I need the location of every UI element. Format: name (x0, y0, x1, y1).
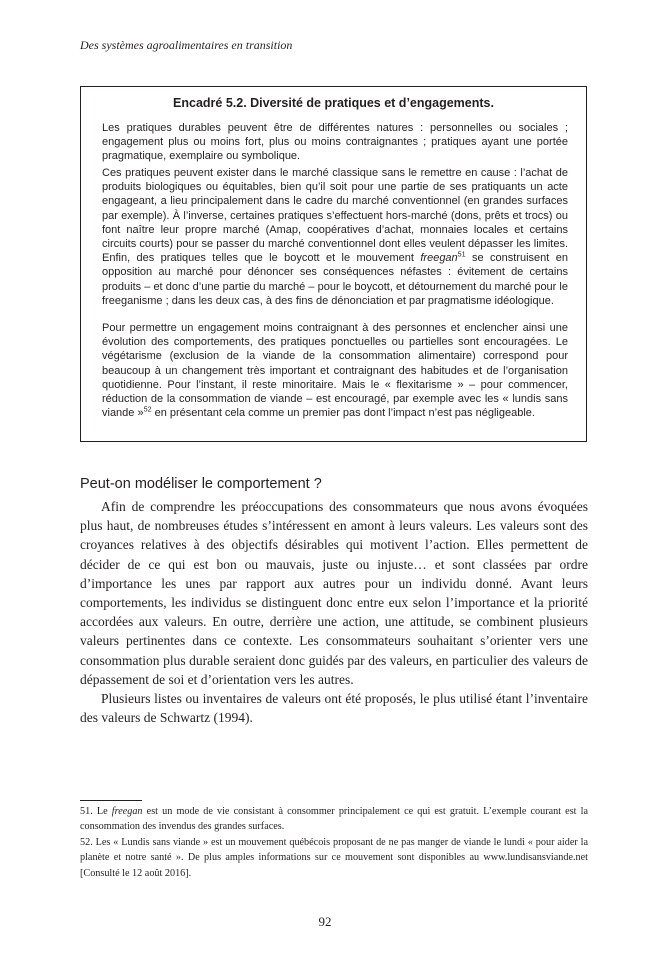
box-paragraph-3 (102, 321, 568, 420)
footnote-text: Les « Lundis sans viande » est un mouvement québécois proposant de ne pas manger de viande le lundi « pour aider la planète et notre santé ». De plus amples informations sur ce mouvement sont disponibles au www.lundisansviande.net [Consulté le 12 août 2016]. (80, 837, 588, 879)
box-paragraph-1: Les pratiques durables peuvent être de différentes natures : personnelles ou sociales ; engagement plus ou moins fort, plus ou moins contraignantes ; pratiques ayant une portée pragmatique, exemplaire ou symbolique. (102, 122, 568, 163)
footnote-text-cont: est un mode de vie consistant à consommer principalement ce qui est gratuit. L’exemple courant est la consommation des invendus des grandes surfaces. (80, 806, 588, 833)
footnote-51 (80, 804, 588, 835)
section-heading: Peut-on modéliser le comportement ? (80, 476, 322, 492)
footnote-number: 51. (80, 806, 93, 817)
freegan-term: freegan (111, 806, 143, 817)
box-paragraph-2-text-cont: se construisent en opposition au marché pour dénoncer ses conséquences néfastes : évitement de certains produits – et donc d’une partie du marché – pour le boycott, et détournement du marché pour le freeganisme ; dans les deux cas, à des fins de dénonciation et par pragmatisme idéologique. (102, 252, 568, 307)
box-paragraph-3-text: Pour permettre un engagement moins contraignant à des personnes et enclencher ainsi une évolution des comportements, des pratiques ponctuelles ou partielles sont encouragées. Le végétarisme (exclusion de la viande de la consommation alimentaire) correspond pour beaucoup à un changement très important et contraignant des habitudes et de l’organisation quotidienne. Pour l’instant, il reste minoritaire. Mais le « flexitarisme » – pour commencer, réduction de la consommation de viande – est encouragé, par exemple avec les « lundis sans viande » (102, 322, 568, 420)
box-paragraph-2 (102, 166, 568, 308)
sidebar-box-5-2 (80, 86, 587, 442)
body-paragraph-2: Plusieurs listes ou inventaires de valeurs ont été proposés, le plus utilisé étant l’inventaire des valeurs de Schwartz (1994). (80, 691, 588, 726)
box-paragraph-3-text-cont: en présentant cela comme un premier pas dont l’impact n’est pas négligeable. (151, 407, 535, 420)
box-title: Encadré 5.2. Diversité de pratiques et d’engagements. (173, 96, 494, 110)
page-number: 92 (318, 914, 332, 929)
footnote-separator (80, 800, 142, 801)
body-paragraph-1: Afin de comprendre les préoccupations des consommateurs que nous avons évoquées plus haut, de nombreuses études s’intéressent en amont à leurs valeurs. Les valeurs sont des croyances relatives à des objectifs désirables qui motivent l’action. Elles permettent de décider de ce qui est bon ou mauvais, juste ou injuste… et sont classées par ordre d’importance les unes par rapport aux autres pour un individu donné. Avant leurs comportements, les individus se distinguent donc entre eux selon l’importance et la priorité accordées aux valeurs. En outre, derrière une action, une attitude, se combinent plusieurs valeurs pertinentes dans ce contexte. Les consommateurs souhaitant s’orienter vers une consommation plus durable seraient donc guidés par des valeurs, en particulier des valeurs de dépassement de soi et d’orientation vers les autres. (80, 499, 588, 687)
footnote-ref-52[interactable]: 52 (143, 405, 152, 414)
running-head: Des systèmes agroalimentaires en transition (80, 38, 293, 52)
footnote-number: 52. (80, 837, 93, 848)
box-paragraph-2-text: Ces pratiques peuvent exister dans le marché classique sans le remettre en cause : l’achat de produits biologiques ou équitables, bien qu’il soit pour une partie de ses pratiquants un acte engageant, a lieu principalement dans le cadre du marché conventionnel (en grandes surfaces par exemple). À l’inverse, certaines pratiques s’effectuent hors-marché (dons, prêts et trocs) ou font naître leur propre marché (Amap, coopératives d’achat, monnaies locales et certains circuits courts) pour se passer du marché conventionnel dont elles veulent dépasser les limites. Enfin, des pratiques telles que le boycott et le mouvement (102, 167, 568, 265)
freegan-term: freegan (420, 252, 458, 265)
footnote-ref-51[interactable]: 51 (457, 250, 466, 259)
footnote-52 (80, 835, 588, 881)
footnote-text: Le (96, 806, 112, 817)
